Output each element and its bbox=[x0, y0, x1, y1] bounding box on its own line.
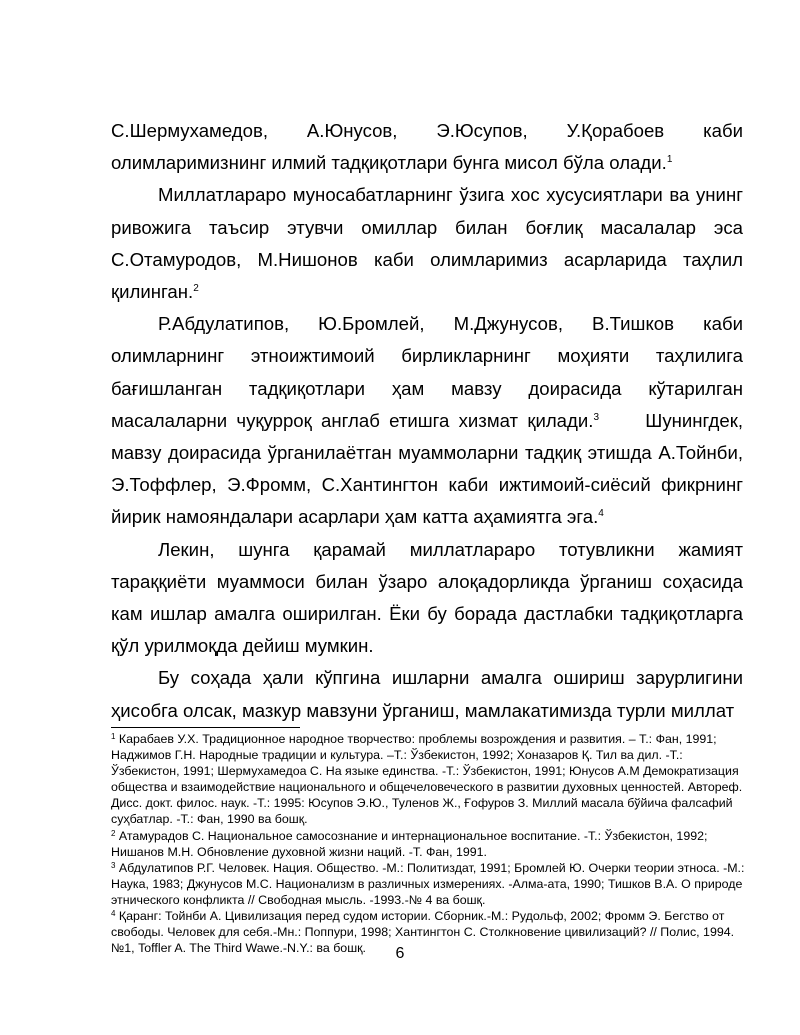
paragraph-1 bbox=[111, 115, 743, 179]
footnote-ref[interactable]: 2 bbox=[193, 283, 199, 295]
footnote-text: Карабаев У.Х. Традиционное народное творчество: проблемы возрождения и развития. – Т.: Фан, 1991; Наджимов Г.Н. Народные традиции и культура. –Т.: Ўзбекистон, 1992; Хоназаров Қ. Тил ва дил. -Т.: Ўзбекистон, 1991; Шермухамедоа С. На языке единства. -Т.: Ўзбекистон, 1991; Юнусов А.М Демократизация общества и взаимодействие национального и общечеловеческого в развитии духовных ценностей. Автореф. Дисс. докт. филос. наук. -Т.: 1995: Юсупов Э.Ю., Туленов Ж., Ғофуров З. Миллий масала бўйича фалсафий суҳбатлар. -Т.: Фан, 1990 ва бошқ. bbox=[111, 732, 743, 827]
footnote-number: 3 bbox=[111, 860, 116, 870]
footnote-ref[interactable]: 1 bbox=[666, 154, 673, 166]
footnote-text: Атамурадов С. Национальное самосознание и интернациональное воспитание. -Т.: Ўзбекистон, 1992; Нишанов М.Н. Обновление духовной жизни наций. -Т. Фан, 1991. bbox=[111, 828, 708, 859]
footnote-text: Қаранг: Тойнби А. Цивилизация перед судом истории. Сборник.-М.: Рудольф, 2002; Фромм Э. Бегство от свободы. Человек для себя.-Мн.: Поппури, 1998; Хантингтон С. Столкновение цивилизаций? // Полис, 1994. №1, Toffler A. The Third Wawe.-N.Y.: ва бошқ. bbox=[111, 909, 735, 956]
footnote-3 bbox=[111, 860, 747, 908]
footnote-separator bbox=[111, 727, 300, 728]
paragraph-text: Лекин, шунга қарамай миллатлараро тотувликни жамият тараққиёти муаммоси билан ўзаро алоқадорликда ўрганиш соҳасида кам ишлар амалга оширилган. Ёки бу борада дастлабки тадқиқотларга қўл урилмоқда дейиш мумкин. bbox=[111, 538, 743, 657]
footnote-ref[interactable]: 3 bbox=[593, 411, 599, 423]
footnote-text: Абдулатипов Р.Г. Человек. Нация. Общество. -М.: Политиздат, 1991; Бромлей Ю. Очерки теории этноса. -М.: Наука, 1983; Джунусов М.С. Национализм в различных измерениях. -Алма-ата, 1990; Тишков В.А. О природе этнического конфликта // Свободная мысль. -1993.-№ 4 ва бошқ. bbox=[111, 860, 745, 907]
paragraph-2 bbox=[111, 179, 743, 308]
footnote-ref[interactable]: 4 bbox=[598, 508, 604, 520]
paragraph-3 bbox=[111, 308, 743, 533]
paragraph-text-continued: Шунингдек, мавзу доирасида ўрганилаётган муаммоларни тадқиқ этишда А.Тойнби, Э.Тоффлер, Э.Фромм, С.Хантингтон каби ижтимоий-сиёсий фикрнинг йирик намояндалари асарлари ҳам катта аҳамиятга эга. bbox=[111, 409, 743, 528]
footnote-number: 2 bbox=[111, 828, 116, 838]
paragraph-5 bbox=[111, 662, 743, 726]
footnote-number: 4 bbox=[111, 909, 116, 919]
paragraph-text: Миллатлараро муносабатларнинг ўзига хос хусусиятлари ва унинг ривожига таъсир этувчи омиллар билан боғлиқ масалалар эса С.Отамуродов, М.Нишонов каби олимларимиз асарларида таҳлил қилинган. bbox=[111, 184, 743, 303]
body-text bbox=[111, 115, 743, 727]
footnotes bbox=[111, 731, 747, 956]
page-number: 6 bbox=[395, 945, 405, 962]
footnote-2 bbox=[111, 828, 747, 860]
paragraph-text: С.Шермухамедов, А.Юнусов, Э.Юсупов, У.Қорабоев каби олимларимизнинг илмий тадқиқотлари бунга мисол бўла олади. bbox=[111, 120, 743, 174]
paragraph-text: Бу соҳада ҳали кўпгина ишларни амалга ошириш зарурлигини ҳисобга олсак, мазкур мавзуни ўрганиш, мамлакатимизда турли миллат bbox=[111, 667, 743, 721]
paragraph-4 bbox=[111, 534, 743, 663]
paragraph-text: Р.Абдулатипов, Ю.Бромлей, М.Джунусов, В.Тишков каби олимларнинг этноижтимоий бирликларнинг моҳияти таҳлилига бағишланган тадқиқотлари ҳам мавзу доирасида кўтарилган масалаларни чуқурроқ англаб етишга хизмат қилади. bbox=[111, 313, 743, 431]
footnote-1 bbox=[111, 731, 747, 828]
footnote-number: 1 bbox=[111, 732, 116, 741]
